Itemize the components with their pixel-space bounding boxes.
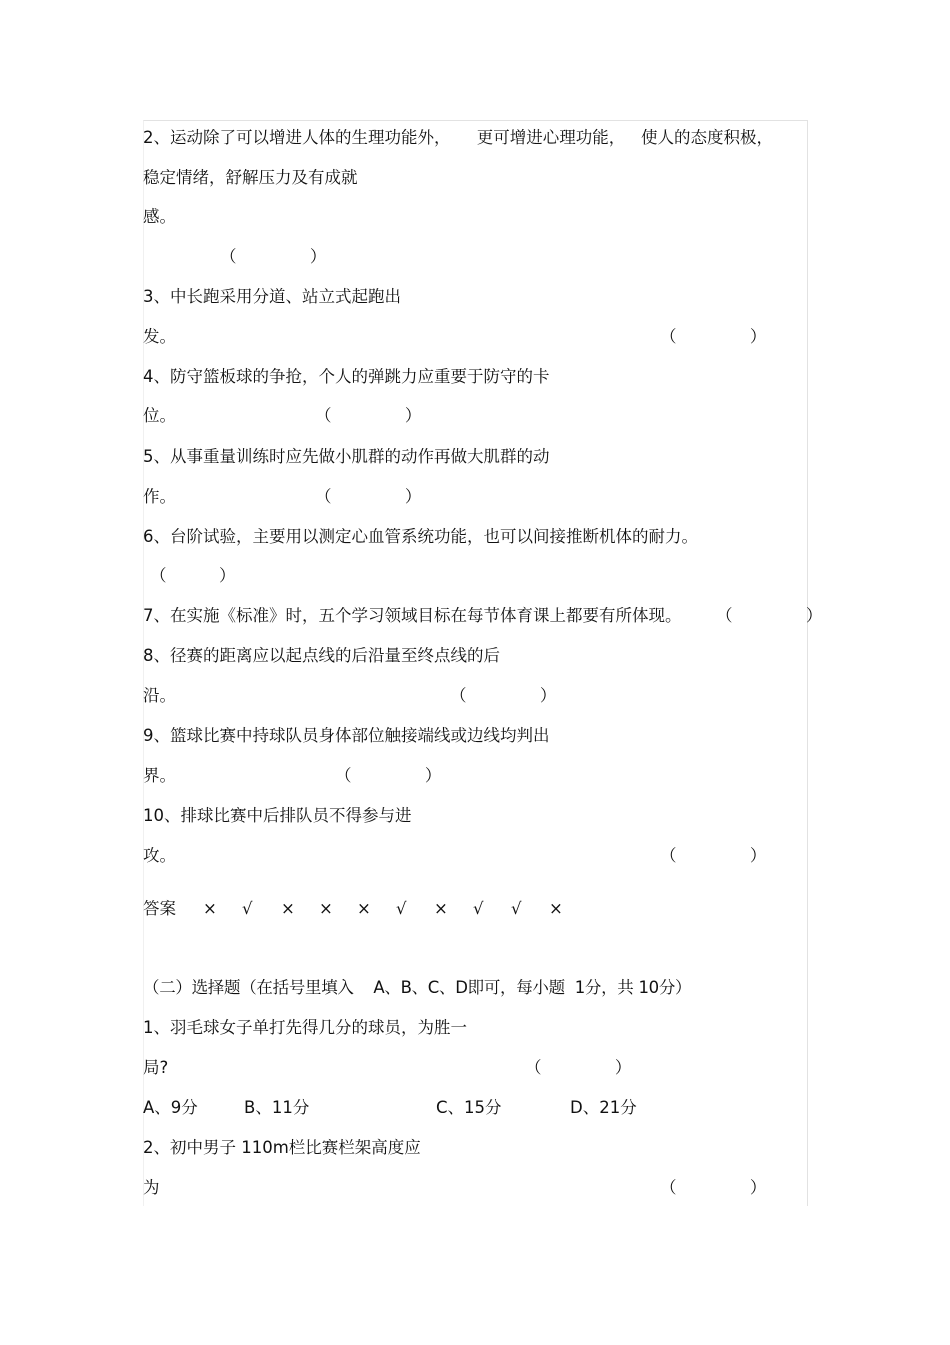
q2-line1: 2、运动除了可以增进人体的生理功能外， 更可增进心理功能， 使人的态度积极，	[143, 128, 773, 147]
q9-line1: 9、篮球比赛中持球队员身体部位触接端线或边线均判出	[143, 726, 550, 745]
q7-line1: 7、在实施《标准》时，五个学习领域目标在每节体育课上都要有所体现。	[143, 606, 682, 625]
choice-q1-line1: 1、羽毛球女子单打先得几分的球员，为胜一	[143, 1018, 467, 1037]
q8-line2: 沿。	[143, 686, 176, 705]
q8-answer-blank[interactable]: （ ）	[450, 686, 557, 705]
q10-line1: 10、排球比赛中后排队员不得参与进	[143, 806, 412, 825]
q4-line2: 位。	[143, 406, 176, 425]
answer-row	[143, 899, 603, 919]
answer-mark: ×	[203, 899, 217, 918]
q5-answer-blank[interactable]: （ ）	[315, 487, 422, 506]
q6-line1: 6、台阶试验，主要用以测定心血管系统功能，也可以间接推断机体的耐力。	[143, 527, 698, 546]
q10-answer-blank[interactable]: （ ）	[660, 846, 767, 865]
q2-line2: 稳定情绪，舒解压力及有成就	[143, 168, 358, 187]
answer-mark: ×	[549, 899, 563, 918]
q3-line2: 发。	[143, 327, 176, 346]
q2-answer-blank[interactable]: （ ）	[220, 247, 327, 266]
answer-mark: ×	[357, 899, 371, 918]
answer-mark: √	[396, 899, 407, 918]
choice-q1-option-a: A、9分	[143, 1098, 198, 1117]
q4-answer-blank[interactable]: （ ）	[315, 406, 422, 425]
answer-mark: ×	[319, 899, 333, 918]
q2-line3: 感。	[143, 207, 176, 226]
q5-line2: 作。	[143, 487, 176, 506]
q6-answer-blank[interactable]: （ ）	[150, 566, 236, 585]
choice-q2-line1: 2、初中男子 110m栏比赛栏架高度应	[143, 1138, 421, 1157]
choice-section-heading: （二）选择题（在括号里填入 A、B、C、D即可，每小题 1分，共 10分）	[143, 978, 692, 997]
q7-answer-blank[interactable]: （ ）	[716, 606, 823, 625]
answer-mark: √	[473, 899, 484, 918]
q4-line1: 4、防守篮板球的争抢，个人的弹跳力应重要于防守的卡	[143, 367, 550, 386]
choice-q1-option-b: B、11分	[244, 1098, 310, 1117]
q3-answer-blank[interactable]: （ ）	[660, 327, 767, 346]
choice-q1-line2: 局?	[143, 1058, 169, 1077]
choice-q2-answer-blank[interactable]: （ ）	[660, 1178, 767, 1197]
q10-line2: 攻。	[143, 846, 176, 865]
answer-label: 答案	[143, 899, 176, 918]
choice-q2-line2: 为	[143, 1178, 160, 1197]
choice-q1-option-d: D、21分	[570, 1098, 637, 1117]
q9-line2: 界。	[143, 766, 176, 785]
choice-q1-option-c: C、15分	[436, 1098, 502, 1117]
answer-mark: √	[511, 899, 522, 918]
q8-line1: 8、径赛的距离应以起点线的后沿量至终点线的后	[143, 646, 500, 665]
q3-line1: 3、中长跑采用分道、站立式起跑出	[143, 287, 401, 306]
choice-q1-answer-blank[interactable]: （ ）	[525, 1058, 632, 1077]
answer-mark: √	[242, 899, 253, 918]
q9-answer-blank[interactable]: （ ）	[335, 766, 442, 785]
q5-line1: 5、从事重量训练时应先做小肌群的动作再做大肌群的动	[143, 447, 550, 466]
answer-mark: ×	[434, 899, 448, 918]
answer-mark: ×	[281, 899, 295, 918]
